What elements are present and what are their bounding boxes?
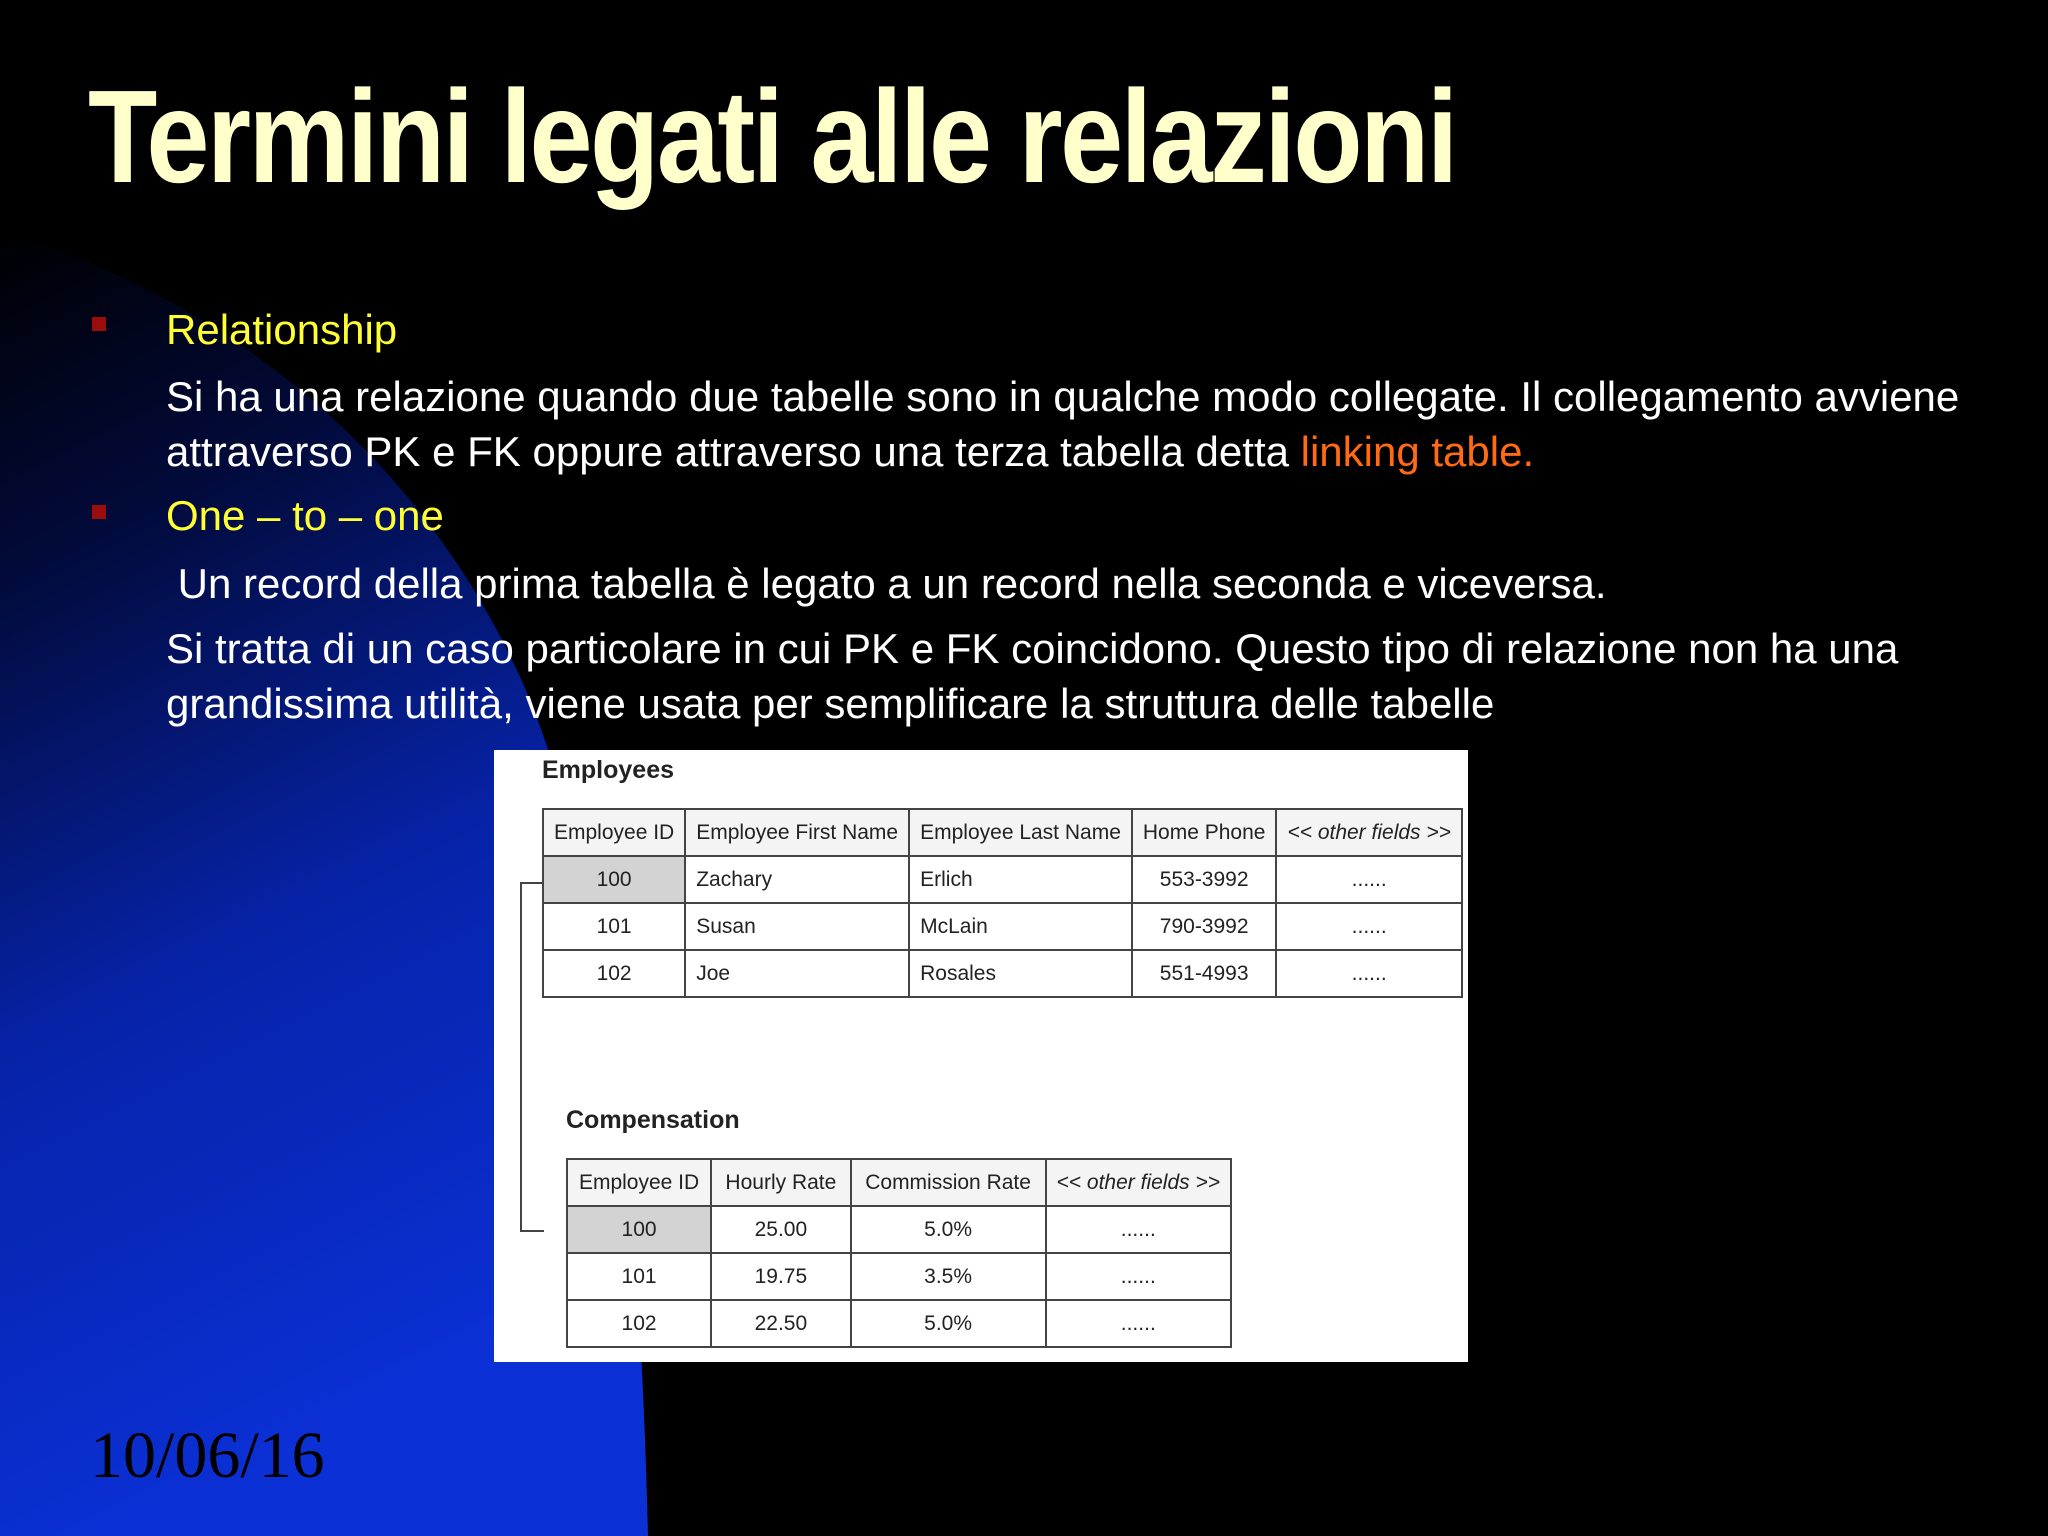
column-header: << other fields >> — [1276, 809, 1461, 856]
table-cell: ...... — [1046, 1206, 1231, 1253]
column-header: Employee ID — [543, 809, 685, 856]
table-cell: 553-3992 — [1132, 856, 1277, 903]
table-cell: 102 — [567, 1300, 711, 1347]
table-cell: 101 — [567, 1253, 711, 1300]
paragraph-one-to-one-detail: Si tratta di un caso particolare in cui PK e FK coincidono. Questo tipo di relazione non ha una grandissima utilità, viene usata per semplificare la struttura delle tabelle — [166, 625, 1899, 727]
table-cell: Zachary — [685, 856, 909, 903]
table-header-row — [543, 809, 1462, 856]
table-cell: 101 — [543, 903, 685, 950]
column-header: Commission Rate — [851, 1159, 1046, 1206]
table-cell: 790-3992 — [1132, 903, 1277, 950]
table-cell: ...... — [1046, 1300, 1231, 1347]
table-row — [567, 1253, 1231, 1300]
relationship-connector-line — [520, 882, 544, 1232]
table-row — [543, 903, 1462, 950]
bullet-heading-relationship: Relationship — [166, 306, 398, 353]
slide-title: Termini legati alle relazioni — [88, 63, 1456, 210]
table-cell: ...... — [1276, 856, 1461, 903]
column-header: << other fields >> — [1046, 1159, 1231, 1206]
column-header: Employee ID — [567, 1159, 711, 1206]
bullet-heading-one-to-one: One – to – one — [166, 492, 444, 539]
column-header: Employee Last Name — [909, 809, 1132, 856]
linking-table-highlight: linking table. — [1300, 428, 1535, 475]
table-cell: 5.0% — [851, 1300, 1046, 1347]
table-cell: 551-4993 — [1132, 950, 1277, 997]
paragraph-one-to-one-intro: Un record della prima tabella è legato a un record nella seconda e viceversa. — [166, 560, 1607, 607]
employees-table — [542, 808, 1463, 998]
table-row — [567, 1206, 1231, 1253]
table-cell: Susan — [685, 903, 909, 950]
compensation-table — [566, 1158, 1232, 1348]
table-cell: McLain — [909, 903, 1132, 950]
bullet-marker — [92, 317, 106, 331]
table-row — [567, 1300, 1231, 1347]
compensation-table-label: Compensation — [566, 1106, 740, 1134]
column-header: Employee First Name — [685, 809, 909, 856]
tables-figure — [494, 750, 1468, 1362]
table-cell: 25.00 — [711, 1206, 851, 1253]
table-cell: 5.0% — [851, 1206, 1046, 1253]
paragraph-relationship: Si ha una relazione quando due tabelle sono in qualche modo collegate. Il collegamento avviene attraverso PK e FK oppure attraverso una terza tabella detta linking table. — [166, 373, 1960, 475]
table-cell: 19.75 — [711, 1253, 851, 1300]
table-cell: 22.50 — [711, 1300, 851, 1347]
column-header: Home Phone — [1132, 809, 1277, 856]
table-cell: ...... — [1046, 1253, 1231, 1300]
slide-date: 10/06/16 — [90, 1419, 325, 1492]
table-cell: 102 — [543, 950, 685, 997]
table-cell: 100 — [567, 1206, 711, 1253]
table-row — [543, 856, 1462, 903]
bullet-marker — [92, 505, 106, 519]
table-cell: ...... — [1276, 903, 1461, 950]
table-cell: Joe — [685, 950, 909, 997]
column-header: Hourly Rate — [711, 1159, 851, 1206]
employees-table-label: Employees — [542, 756, 675, 784]
table-row — [543, 950, 1462, 997]
table-cell: 100 — [543, 856, 685, 903]
table-cell: 3.5% — [851, 1253, 1046, 1300]
table-cell: ...... — [1276, 950, 1461, 997]
table-header-row — [567, 1159, 1231, 1206]
table-cell: Rosales — [909, 950, 1132, 997]
table-cell: Erlich — [909, 856, 1132, 903]
